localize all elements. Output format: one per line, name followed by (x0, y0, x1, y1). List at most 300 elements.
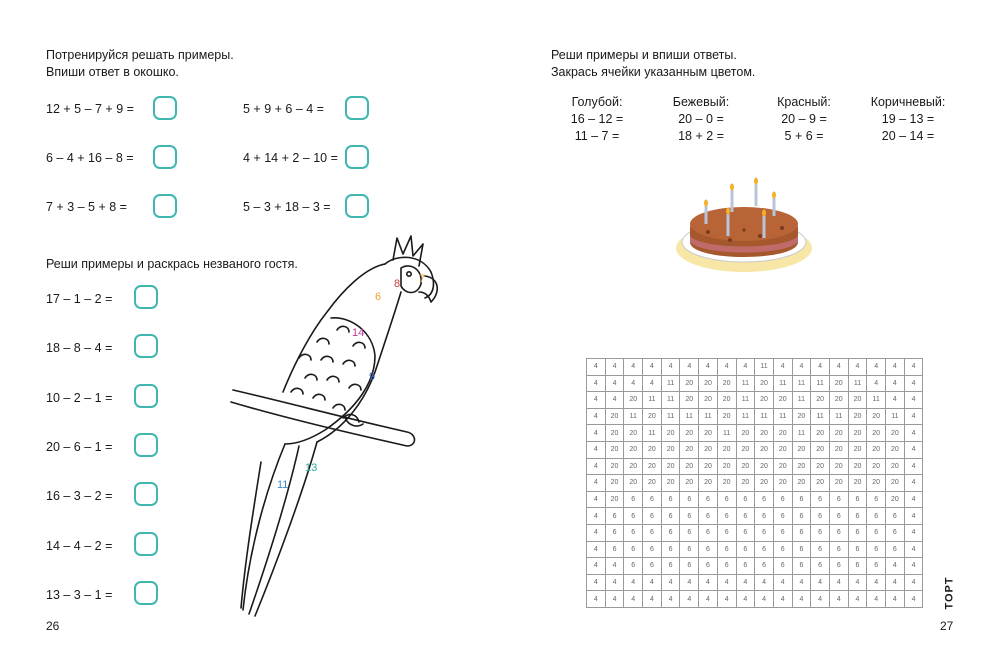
grid-cell[interactable]: 20 (774, 442, 793, 459)
grid-cell[interactable]: 6 (811, 542, 830, 559)
grid-cell[interactable]: 6 (718, 508, 737, 525)
grid-cell[interactable]: 4 (905, 459, 924, 476)
grid-cell[interactable]: 4 (774, 575, 793, 592)
grid-cell[interactable]: 20 (643, 409, 662, 426)
grid-cell[interactable]: 4 (662, 591, 681, 608)
grid-cell[interactable]: 11 (774, 409, 793, 426)
grid-cell[interactable]: 11 (793, 392, 812, 409)
grid-cell[interactable]: 20 (811, 475, 830, 492)
grid-cell[interactable]: 20 (624, 475, 643, 492)
grid-cell[interactable]: 11 (624, 409, 643, 426)
grid-cell[interactable]: 6 (624, 525, 643, 542)
grid-cell[interactable]: 20 (755, 475, 774, 492)
grid-cell[interactable]: 20 (737, 442, 756, 459)
grid-cell[interactable]: 6 (699, 525, 718, 542)
grid-cell[interactable]: 6 (849, 508, 868, 525)
grid-cell[interactable]: 4 (662, 575, 681, 592)
grid-cell[interactable]: 4 (587, 459, 606, 476)
grid-cell[interactable]: 20 (624, 459, 643, 476)
grid-cell[interactable]: 20 (755, 376, 774, 393)
grid-cell[interactable]: 6 (793, 542, 812, 559)
answer-box[interactable] (134, 482, 158, 506)
grid-cell[interactable]: 20 (830, 392, 849, 409)
grid-cell[interactable]: 20 (886, 425, 905, 442)
grid-cell[interactable]: 6 (662, 525, 681, 542)
grid-cell[interactable]: 6 (755, 558, 774, 575)
grid-cell[interactable]: 4 (811, 359, 830, 376)
grid-cell[interactable]: 11 (737, 376, 756, 393)
grid-cell[interactable]: 6 (643, 508, 662, 525)
grid-cell[interactable]: 11 (811, 409, 830, 426)
grid-cell[interactable]: 20 (849, 392, 868, 409)
grid-cell[interactable]: 20 (643, 475, 662, 492)
grid-cell[interactable]: 4 (811, 591, 830, 608)
grid-cell[interactable]: 6 (774, 492, 793, 509)
grid-cell[interactable]: 20 (811, 392, 830, 409)
grid-cell[interactable]: 4 (680, 591, 699, 608)
grid-cell[interactable]: 4 (905, 492, 924, 509)
grid-cell[interactable]: 20 (811, 459, 830, 476)
grid-cell[interactable]: 20 (662, 425, 681, 442)
grid-cell[interactable]: 4 (905, 558, 924, 575)
answer-box[interactable] (153, 96, 177, 120)
grid-cell[interactable]: 4 (905, 542, 924, 559)
grid-cell[interactable]: 11 (737, 409, 756, 426)
grid-cell[interactable]: 20 (886, 475, 905, 492)
grid-cell[interactable]: 20 (849, 442, 868, 459)
grid-cell[interactable]: 20 (830, 475, 849, 492)
page-number-right: 27 (940, 619, 954, 633)
grid-cell[interactable]: 20 (774, 459, 793, 476)
task2-title: Реши примеры и раскрась незваного гостя. (46, 257, 298, 271)
grid-cell[interactable]: 4 (905, 525, 924, 542)
grid-cell[interactable]: 6 (886, 508, 905, 525)
grid-cell[interactable]: 20 (606, 459, 625, 476)
grid-cell[interactable]: 4 (718, 591, 737, 608)
grid-cell[interactable]: 20 (793, 409, 812, 426)
grid-cell[interactable]: 4 (737, 591, 756, 608)
grid-cell[interactable]: 4 (905, 591, 924, 608)
grid-cell[interactable]: 4 (643, 575, 662, 592)
grid-cell[interactable]: 11 (662, 409, 681, 426)
grid-cell[interactable]: 4 (905, 359, 924, 376)
grid-cell[interactable]: 11 (793, 425, 812, 442)
grid-cell[interactable]: 4 (811, 575, 830, 592)
right-title-line2: Закрась ячейки указанным цветом. (551, 65, 756, 79)
grid-cell[interactable]: 4 (849, 575, 868, 592)
grid-cell[interactable]: 6 (849, 558, 868, 575)
grid-cell[interactable]: 4 (662, 359, 681, 376)
grid-cell[interactable]: 20 (886, 459, 905, 476)
grid-cell[interactable]: 6 (755, 508, 774, 525)
grid-cell[interactable]: 20 (680, 475, 699, 492)
task1-line1: Потренируйся решать примеры. (46, 48, 234, 62)
answer-box[interactable] (153, 145, 177, 169)
grid-cell[interactable]: 20 (886, 442, 905, 459)
grid-cell[interactable]: 6 (849, 492, 868, 509)
grid-cell[interactable]: 20 (718, 459, 737, 476)
grid-cell[interactable]: 4 (905, 392, 924, 409)
grid-cell[interactable]: 20 (624, 392, 643, 409)
grid-cell[interactable]: 6 (886, 525, 905, 542)
grid-cell[interactable]: 20 (699, 442, 718, 459)
grid-cell[interactable]: 4 (830, 359, 849, 376)
grid-cell[interactable]: 4 (587, 425, 606, 442)
grid-cell[interactable]: 4 (699, 359, 718, 376)
grid-cell[interactable]: 20 (680, 425, 699, 442)
grid-cell[interactable]: 20 (830, 376, 849, 393)
grid-cell[interactable]: 6 (774, 508, 793, 525)
grid-cell[interactable]: 6 (811, 558, 830, 575)
grid-cell[interactable]: 4 (886, 575, 905, 592)
grid-cell[interactable]: 20 (737, 459, 756, 476)
grid-cell[interactable]: 6 (737, 508, 756, 525)
grid-cell[interactable]: 6 (624, 558, 643, 575)
grid-cell[interactable]: 4 (587, 575, 606, 592)
grid-cell[interactable]: 4 (624, 575, 643, 592)
grid-cell[interactable]: 6 (680, 525, 699, 542)
side-label: ТОРТ (943, 576, 956, 610)
grid-cell[interactable]: 4 (867, 359, 886, 376)
grid-cell[interactable]: 6 (737, 542, 756, 559)
grid-cell[interactable]: 20 (624, 425, 643, 442)
grid-cell[interactable]: 6 (680, 542, 699, 559)
grid-cell[interactable]: 6 (811, 525, 830, 542)
answer-box[interactable] (134, 384, 158, 408)
grid-cell[interactable]: 4 (867, 376, 886, 393)
grid-cell[interactable]: 20 (718, 475, 737, 492)
grid-cell[interactable]: 4 (905, 376, 924, 393)
grid-cell[interactable]: 6 (718, 542, 737, 559)
grid-cell[interactable]: 20 (867, 425, 886, 442)
grid-cell[interactable]: 4 (587, 442, 606, 459)
grid-cell[interactable]: 11 (755, 409, 774, 426)
grid-cell[interactable]: 20 (699, 475, 718, 492)
grid-cell[interactable]: 11 (867, 392, 886, 409)
answer-box[interactable] (345, 145, 369, 169)
grid-cell[interactable]: 20 (662, 459, 681, 476)
grid-cell[interactable]: 11 (662, 376, 681, 393)
grid-cell[interactable]: 4 (587, 508, 606, 525)
grid-cell[interactable]: 4 (737, 359, 756, 376)
grid-cell[interactable]: 20 (774, 475, 793, 492)
grid-cell[interactable]: 20 (849, 459, 868, 476)
grid-cell[interactable]: 6 (793, 508, 812, 525)
grid-cell[interactable]: 20 (606, 442, 625, 459)
grid-cell[interactable]: 11 (662, 392, 681, 409)
grid-cell[interactable]: 20 (849, 409, 868, 426)
grid-cell[interactable]: 6 (755, 492, 774, 509)
grid-cell[interactable]: 4 (587, 591, 606, 608)
grid-cell[interactable]: 20 (718, 376, 737, 393)
grid-cell[interactable]: 20 (643, 459, 662, 476)
grid-cell[interactable]: 11 (830, 409, 849, 426)
grid-cell[interactable]: 20 (718, 409, 737, 426)
grid-cell[interactable]: 6 (718, 492, 737, 509)
grid-cell[interactable]: 4 (849, 359, 868, 376)
grid-cell[interactable]: 6 (755, 542, 774, 559)
grid-cell[interactable]: 4 (886, 376, 905, 393)
grid-cell[interactable]: 6 (737, 492, 756, 509)
grid-cell[interactable]: 4 (587, 359, 606, 376)
grid-cell[interactable]: 6 (867, 542, 886, 559)
grid-cell[interactable]: 6 (867, 525, 886, 542)
grid-cell[interactable]: 20 (774, 425, 793, 442)
grid-cell[interactable]: 4 (699, 591, 718, 608)
color-group-beige (646, 94, 756, 145)
grid-cell[interactable]: 6 (830, 558, 849, 575)
grid-cell[interactable]: 4 (755, 591, 774, 608)
grid-cell[interactable]: 4 (886, 591, 905, 608)
grid-cell[interactable]: 6 (699, 558, 718, 575)
grid-cell[interactable]: 4 (737, 575, 756, 592)
grid-cell[interactable]: 6 (643, 525, 662, 542)
grid-cell[interactable]: 20 (737, 425, 756, 442)
answer-box[interactable] (134, 532, 158, 556)
grid-cell[interactable]: 20 (737, 475, 756, 492)
grid-cell[interactable]: 4 (886, 359, 905, 376)
grid-cell[interactable]: 11 (643, 425, 662, 442)
grid-cell[interactable]: 4 (680, 575, 699, 592)
grid-cell[interactable]: 4 (793, 591, 812, 608)
grid-cell[interactable]: 6 (886, 542, 905, 559)
grid-cell[interactable]: 6 (811, 492, 830, 509)
grid-cell[interactable]: 6 (699, 542, 718, 559)
grid-cell[interactable]: 20 (718, 442, 737, 459)
grid-cell[interactable]: 4 (587, 558, 606, 575)
grid-cell[interactable]: 11 (680, 409, 699, 426)
grid-cell[interactable]: 6 (606, 525, 625, 542)
grid-cell[interactable]: 4 (755, 575, 774, 592)
grid-cell[interactable]: 11 (886, 409, 905, 426)
grid-cell[interactable]: 6 (774, 525, 793, 542)
grid-cell[interactable]: 6 (867, 508, 886, 525)
grid-cell[interactable]: 6 (811, 508, 830, 525)
grid-cell[interactable]: 20 (867, 409, 886, 426)
grid-cell[interactable]: 4 (905, 442, 924, 459)
grid-cell[interactable]: 20 (793, 459, 812, 476)
grid-cell[interactable]: 20 (811, 442, 830, 459)
grid-cell[interactable]: 6 (680, 492, 699, 509)
grid-cell[interactable]: 6 (793, 558, 812, 575)
grid-cell[interactable]: 11 (849, 376, 868, 393)
grid-cell[interactable]: 4 (587, 475, 606, 492)
grid-cell[interactable]: 6 (606, 542, 625, 559)
grid-cell[interactable]: 4 (587, 409, 606, 426)
grid-cell[interactable]: 11 (699, 409, 718, 426)
grid-cell[interactable]: 6 (643, 542, 662, 559)
grid-cell[interactable]: 6 (662, 558, 681, 575)
grid-cell[interactable]: 4 (830, 575, 849, 592)
grid-cell[interactable]: 20 (849, 475, 868, 492)
grid-cell[interactable]: 6 (774, 542, 793, 559)
grid-cell[interactable]: 4 (905, 508, 924, 525)
grid-cell[interactable]: 4 (699, 575, 718, 592)
grid-cell[interactable]: 11 (811, 376, 830, 393)
page-number-left: 26 (46, 619, 60, 633)
answer-box[interactable] (134, 334, 158, 358)
grid-cell[interactable]: 11 (643, 392, 662, 409)
grid-cell[interactable]: 6 (699, 492, 718, 509)
grid-cell[interactable]: 4 (905, 475, 924, 492)
grid-cell[interactable]: 20 (606, 425, 625, 442)
grid-cell[interactable]: 6 (718, 558, 737, 575)
grid-cell[interactable]: 11 (755, 359, 774, 376)
grid-cell[interactable]: 4 (606, 392, 625, 409)
grid-cell[interactable]: 4 (905, 425, 924, 442)
grid-cell[interactable]: 20 (867, 475, 886, 492)
grid-cell[interactable]: 4 (643, 359, 662, 376)
grid-cell[interactable]: 4 (793, 359, 812, 376)
grid-cell[interactable]: 20 (755, 392, 774, 409)
grid-cell[interactable]: 4 (606, 558, 625, 575)
grid-cell[interactable]: 6 (849, 525, 868, 542)
grid-cell[interactable]: 20 (793, 442, 812, 459)
grid-cell[interactable]: 6 (624, 492, 643, 509)
grid-cell[interactable]: 4 (643, 376, 662, 393)
answer-box[interactable] (345, 96, 369, 120)
grid-cell[interactable]: 6 (606, 508, 625, 525)
grid-cell[interactable]: 6 (830, 525, 849, 542)
grid-cell[interactable]: 20 (867, 442, 886, 459)
grid-cell[interactable]: 4 (606, 376, 625, 393)
grid-cell[interactable]: 11 (793, 376, 812, 393)
grid-cell[interactable]: 6 (830, 492, 849, 509)
grid-cell[interactable]: 20 (643, 442, 662, 459)
grid-cell[interactable]: 6 (680, 508, 699, 525)
grid-cell[interactable]: 20 (830, 442, 849, 459)
grid-cell[interactable]: 4 (587, 542, 606, 559)
grid-cell[interactable]: 20 (849, 425, 868, 442)
grid-cell[interactable]: 4 (867, 591, 886, 608)
grid-cell[interactable]: 20 (867, 459, 886, 476)
grid-cell[interactable]: 11 (737, 392, 756, 409)
grid-cell[interactable]: 4 (886, 392, 905, 409)
grid-cell[interactable]: 6 (830, 508, 849, 525)
grid-cell[interactable]: 4 (587, 525, 606, 542)
grid-cell[interactable]: 6 (662, 492, 681, 509)
grid-cell[interactable]: 4 (624, 591, 643, 608)
grid-cell[interactable]: 4 (718, 359, 737, 376)
grid-cell[interactable]: 6 (624, 508, 643, 525)
answer-box[interactable] (134, 285, 158, 309)
grid-cell[interactable]: 6 (643, 492, 662, 509)
color-group-brown (853, 94, 963, 145)
side-label-box (934, 576, 964, 610)
grid-cell[interactable]: 20 (606, 475, 625, 492)
grid-cell[interactable]: 4 (905, 575, 924, 592)
color-example: 19 – 13 = (881, 112, 935, 126)
grid-cell[interactable]: 20 (680, 442, 699, 459)
grid-cell[interactable]: 4 (774, 359, 793, 376)
grid-cell[interactable]: 6 (755, 525, 774, 542)
grid-cell[interactable]: 4 (886, 558, 905, 575)
grid-cell[interactable]: 20 (680, 376, 699, 393)
grid-cell[interactable]: 11 (774, 376, 793, 393)
example-2-1: 5 + 9 + 6 – 4 = (243, 102, 324, 116)
grid-cell[interactable]: 20 (755, 425, 774, 442)
task1-line2: Впиши ответ в окошко. (46, 65, 179, 79)
answer-box[interactable] (153, 194, 177, 218)
grid-cell[interactable]: 4 (643, 591, 662, 608)
color-example: 20 – 9 = (781, 112, 827, 126)
task2-example: 14 – 4 – 2 = (46, 539, 113, 553)
grid-cell[interactable]: 6 (849, 542, 868, 559)
grid-cell[interactable]: 20 (624, 442, 643, 459)
grid-cell[interactable]: 20 (662, 442, 681, 459)
grid-cell[interactable]: 6 (662, 542, 681, 559)
grid-cell[interactable]: 4 (606, 591, 625, 608)
grid-cell[interactable]: 4 (718, 575, 737, 592)
grid-cell[interactable]: 4 (849, 591, 868, 608)
grid-cell[interactable]: 20 (606, 492, 625, 509)
grid-cell[interactable]: 20 (886, 492, 905, 509)
grid-cell[interactable]: 6 (774, 558, 793, 575)
grid-cell[interactable]: 4 (905, 409, 924, 426)
answer-box[interactable] (345, 194, 369, 218)
grid-cell[interactable]: 20 (830, 425, 849, 442)
grid-cell[interactable]: 6 (793, 525, 812, 542)
grid-cell[interactable]: 4 (606, 575, 625, 592)
answer-box[interactable] (134, 581, 158, 605)
grid-cell[interactable]: 20 (680, 459, 699, 476)
grid-cell[interactable]: 20 (699, 425, 718, 442)
grid-cell[interactable]: 4 (624, 376, 643, 393)
grid-cell[interactable]: 4 (587, 492, 606, 509)
grid-cell[interactable]: 6 (867, 558, 886, 575)
grid-cell[interactable]: 6 (737, 558, 756, 575)
grid-cell[interactable]: 6 (830, 542, 849, 559)
grid-cell[interactable]: 6 (699, 508, 718, 525)
grid-cell[interactable]: 20 (774, 392, 793, 409)
grid-cell[interactable]: 4 (587, 376, 606, 393)
grid-cell[interactable]: 4 (587, 392, 606, 409)
grid-cell[interactable]: 4 (830, 591, 849, 608)
color-example: 18 + 2 = (678, 129, 724, 143)
grid-cell[interactable]: 20 (699, 392, 718, 409)
grid-cell[interactable]: 20 (699, 376, 718, 393)
grid-cell[interactable]: 4 (867, 575, 886, 592)
grid-cell[interactable]: 20 (606, 409, 625, 426)
answer-box[interactable] (134, 433, 158, 457)
color-name: Бежевый: (672, 95, 730, 109)
grid-cell[interactable]: 6 (624, 542, 643, 559)
grid-cell[interactable]: 4 (680, 359, 699, 376)
grid-cell[interactable]: 6 (662, 508, 681, 525)
grid-cell[interactable]: 20 (811, 425, 830, 442)
grid-cell[interactable]: 20 (755, 442, 774, 459)
grid-cell[interactable]: 6 (680, 558, 699, 575)
grid-cell[interactable]: 6 (718, 525, 737, 542)
grid-cell[interactable]: 4 (606, 359, 625, 376)
grid-cell[interactable]: 20 (718, 392, 737, 409)
grid-cell[interactable]: 11 (718, 425, 737, 442)
grid-cell[interactable]: 20 (755, 459, 774, 476)
grid-cell[interactable]: 6 (793, 492, 812, 509)
task2-example: 10 – 2 – 1 = (46, 391, 113, 405)
grid-cell[interactable]: 20 (830, 459, 849, 476)
grid-cell[interactable]: 4 (793, 575, 812, 592)
grid-cell[interactable]: 20 (699, 459, 718, 476)
grid-cell[interactable]: 20 (680, 392, 699, 409)
grid-cell[interactable]: 20 (662, 475, 681, 492)
grid-cell[interactable]: 20 (793, 475, 812, 492)
grid-cell[interactable]: 6 (643, 558, 662, 575)
grid-cell[interactable]: 6 (737, 525, 756, 542)
grid-cell[interactable]: 4 (774, 591, 793, 608)
grid-cell[interactable]: 6 (867, 492, 886, 509)
grid-cell[interactable]: 4 (624, 359, 643, 376)
